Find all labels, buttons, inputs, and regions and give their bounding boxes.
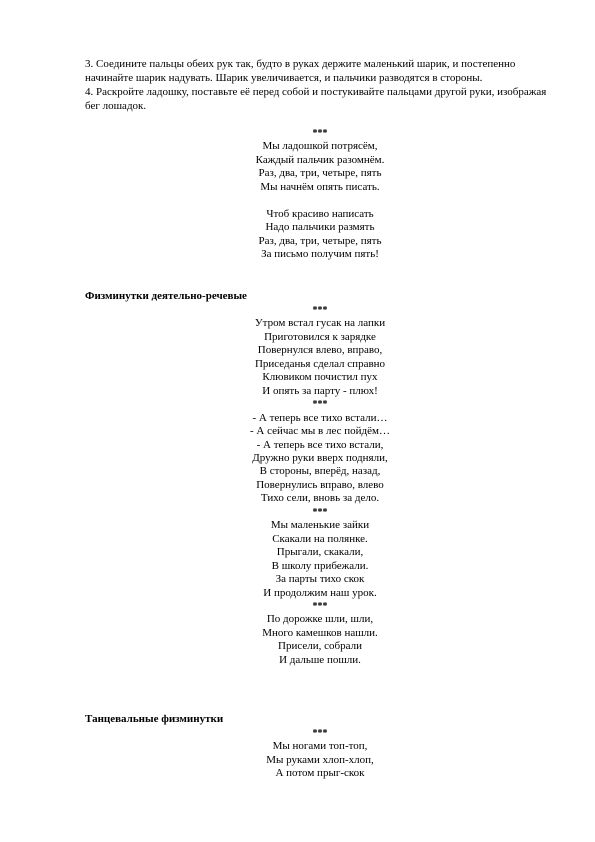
instruction-item-3: 3. Соедините пальцы обеих рук так, будто в руках держите маленький шарик, и постепенно начинайте шарик надувать. Шарик увеличивается, и пальчики разводятся в стороны. — [85, 58, 516, 84]
stanza-separator: *** — [312, 305, 328, 316]
poem-line: - А теперь все тихо встали… — [252, 411, 388, 424]
poem-line: Чтоб красиво написать — [266, 207, 374, 220]
poem-line: И дальше пошли. — [279, 653, 361, 666]
poem-line: Повернулся влево, вправо, — [257, 344, 383, 357]
poem-line: Каждый пальчик разомнём. — [255, 153, 385, 166]
stanza-separator: *** — [312, 728, 328, 739]
poem-dance — [85, 727, 555, 781]
poem-line: И опять за парту - плюх! — [262, 384, 378, 397]
poem-line: Мы ногами топ-топ, — [272, 740, 368, 753]
poem-line: За парты тихо скок — [275, 573, 365, 586]
stanza-separator: *** — [312, 506, 328, 518]
poem-line: Тихо сели, вновь за дело. — [260, 492, 380, 505]
poem-line: И продолжим наш урок. — [263, 586, 377, 599]
poem-line: Приседанья сделал справно — [254, 357, 386, 370]
poem-line: В стороны, вперёд, назад, — [259, 465, 381, 478]
poem-line: Мы начнём опять писать. — [260, 180, 380, 193]
poem-line: Раз, два, три, четыре, пять — [258, 234, 382, 247]
stanza-separator: *** — [312, 600, 328, 612]
poem-line: Мы ладошкой потрясём, — [262, 140, 378, 153]
poem-line: Клювиком почистил пух — [262, 371, 378, 384]
section-heading-dance: Танцевальные физминутки — [85, 713, 224, 725]
stanza-separator: *** — [312, 399, 328, 411]
poem-line: Скакали на полянке. — [272, 532, 368, 545]
poem-line: По дорожке шли, шли, — [266, 613, 374, 626]
poem-line: Присели, собрали — [278, 640, 362, 653]
poem-blank-line — [85, 194, 555, 207]
poem-line: Приготовился к зарядке — [264, 330, 376, 343]
poem-line: Утром встал гусак на лапки — [254, 317, 386, 330]
instruction-item-4: 4. Раскройте ладошку, поставьте её перед собой и постукивайте пальцами другой руки, изображая бег лошадок. — [85, 86, 547, 112]
poem-line: Мы маленькие зайки — [270, 519, 370, 532]
poem-line: Прыгали, скакали, — [276, 546, 364, 559]
poem-line: Дружно руки вверх подняли, — [252, 451, 388, 464]
section-heading-activity-speech: Физминутки деятельно-речевые — [85, 290, 247, 302]
poem-line: В школу прибежали. — [271, 559, 369, 572]
poem-finger-exercise — [85, 127, 555, 262]
poem-line: Надо пальчики размять — [265, 221, 375, 234]
poem-line: Раз, два, три, четыре, пять — [258, 167, 382, 180]
poem-line: - А сейчас мы в лес пойдём… — [250, 425, 390, 438]
poem-line: Мы руками хлоп-хлоп, — [266, 753, 374, 766]
poem-line: Повернулись вправо, влево — [256, 478, 384, 491]
poem-line: За письмо получим пять! — [261, 248, 379, 261]
poem-line: А потом прыг-скок — [275, 767, 365, 780]
poem-line: Много камешков нашли. — [262, 626, 378, 639]
poem-line: - А теперь все тихо встали, — [256, 438, 384, 451]
poem-activity-speech — [85, 304, 555, 667]
stanza-separator: *** — [312, 128, 328, 139]
